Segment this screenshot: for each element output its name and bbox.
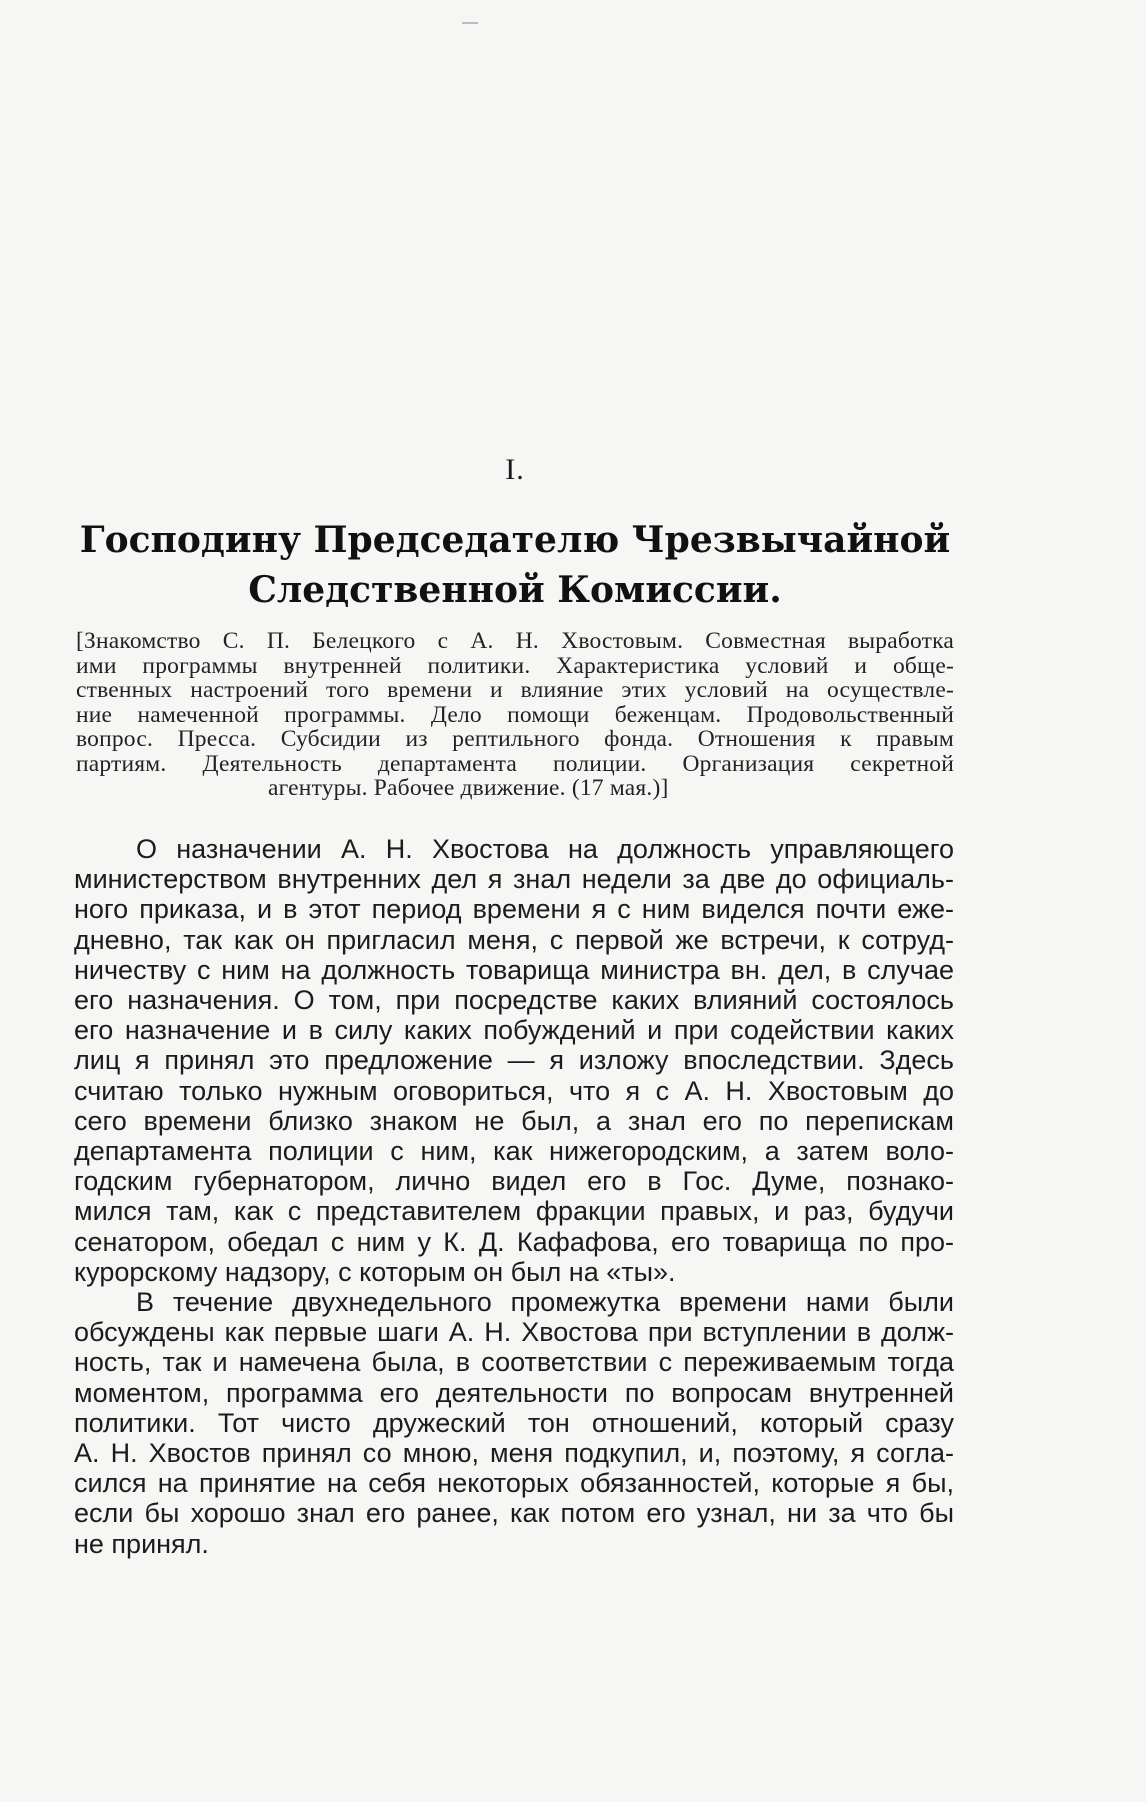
paragraph-line: министерством внутренних дел я знал недели за две до официаль- — [74, 864, 954, 895]
paragraph-line: сего времени близко знаком не был, а знал его по перепискам — [74, 1105, 954, 1136]
page-top-mark — [462, 22, 478, 24]
summary-line: ственных настроений того времени и влияние этих условий на осуществле- — [76, 678, 954, 703]
paragraph-line: годским губернатором, лично видел его в Гос. Думе, познако- — [74, 1166, 954, 1197]
paragraph — [74, 1287, 954, 1559]
paragraph-line: сенатором, обедал с ним у К. Д. Кафафова, его товарища по про- — [74, 1226, 954, 1257]
paragraph-line: О назначении А. Н. Хвостова на должность управляющего — [136, 834, 954, 864]
summary-line: партиям. Деятельность департамента полиции. Организация секретной — [76, 751, 954, 776]
paragraph-line: его назначение и в силу каких побуждений и при содействии каких — [74, 1015, 954, 1046]
paragraph-line: сился на принятие на себя некоторых обязанностей, которые я бы, — [74, 1468, 954, 1499]
paragraph-line: ного приказа, и в этот период времени я с ним виделся почти еже- — [74, 894, 954, 925]
paragraph-line: департамента полиции с ним, как нижегородским, а затем воло- — [74, 1136, 954, 1167]
section-summary — [76, 629, 954, 801]
paragraph-line: если бы хорошо знал его ранее, как потом его узнал, ни за что бы — [74, 1498, 954, 1529]
title-line: Господину Председателю Чрезвычайной — [79, 519, 951, 561]
paragraph-line: моментом, программа его деятельности по вопросам внутренней — [74, 1377, 954, 1408]
paragraph-line: обсуждены как первые шаги А. Н. Хвостова при вступлении в долж- — [74, 1317, 954, 1348]
title-line: Следственной Комиссии. — [248, 569, 782, 611]
summary-line: ими программы внутренней политики. Характеристика условий и обще- — [76, 653, 954, 678]
paragraph-line: лиц я принял это предложение — я изложу впоследствии. Здесь — [74, 1045, 954, 1076]
paragraph-line: политики. Тот чисто дружеский тон отношений, который сразу — [74, 1407, 954, 1438]
paragraph-line: А. Н. Хвостов принял со мною, меня подкупил, и, поэтому, я согла- — [74, 1438, 954, 1469]
paragraph — [74, 834, 954, 1287]
document-title — [0, 515, 1030, 615]
summary-line: вопрос. Пресса. Субсидии из рептильного фонда. Отношения к правым — [76, 727, 954, 752]
paragraph-line: ничеству с ним на должность товарища министра вн. дел, в случае — [74, 954, 954, 985]
paragraph-line: не принял. — [74, 1528, 209, 1559]
paragraph-line: его назначения. О том, при посредстве каких влияний состоялось — [74, 985, 954, 1016]
section-number: I. — [505, 453, 525, 486]
paragraph-line: мился там, как с представителем фракции правых, и раз, будучи — [74, 1196, 954, 1227]
paragraph-line: курорскому надзору, с которым он был на «ты». — [74, 1256, 676, 1287]
paragraph-line: дневно, так как он пригласил меня, с первой же встречи, к сотруд- — [74, 924, 954, 955]
paragraph-line: считаю только нужным оговориться, что я с А. Н. Хвостовым до — [74, 1075, 954, 1106]
paragraph-line: В течение двухнедельного промежутка времени нами были — [136, 1287, 954, 1318]
summary-line: ние намеченной программы. Дело помощи беженцам. Продовольственный — [76, 702, 954, 727]
summary-line: [Знакомство С. П. Белецкого с А. Н. Хвостовым. Совместная выработка — [76, 629, 954, 654]
paragraph-line: ность, так и намечена была, в соответствии с переживаемым тогда — [74, 1347, 954, 1378]
summary-line: агентуры. Рабочее движение. (17 мая.)] — [268, 776, 669, 801]
body-text — [74, 834, 954, 1559]
